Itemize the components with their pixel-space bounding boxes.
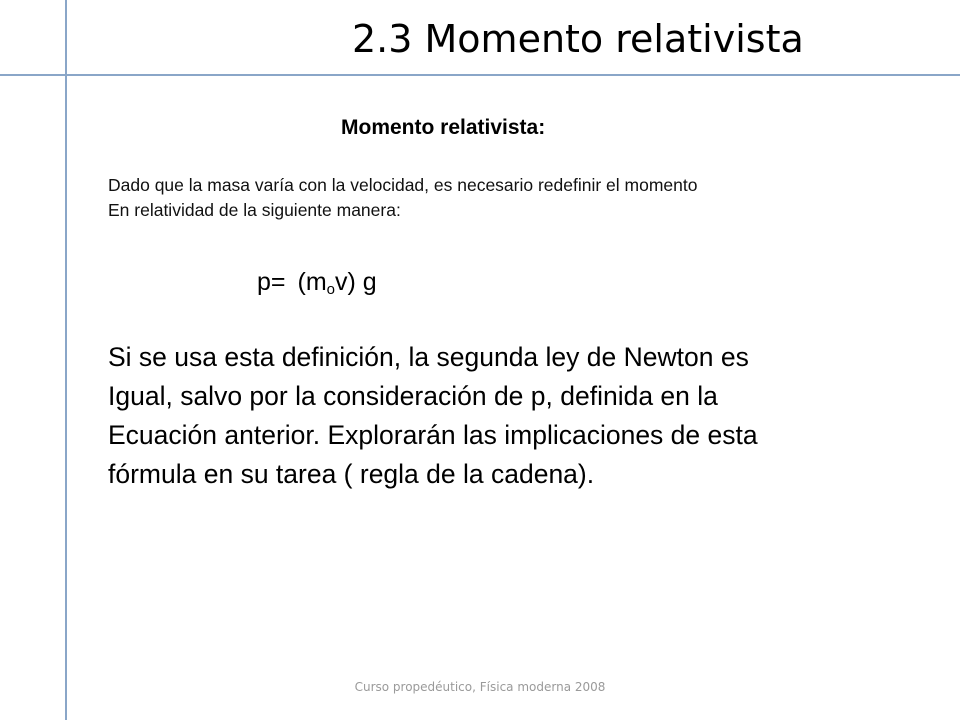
formula-lhs: p= <box>257 268 286 296</box>
horizontal-rule <box>0 74 960 76</box>
vertical-rule <box>65 0 67 720</box>
intro-line: Dado que la masa varía con la velocidad, es necesario redefinir el momento <box>108 175 698 195</box>
footer-text: Curso propedéutico, Física moderna 2008 <box>354 680 606 694</box>
formula-open: (m <box>297 268 327 296</box>
intro-line: En relatividad de la siguiente manera: <box>108 200 401 220</box>
body-line: Ecuación anterior. Explorarán las implicaciones de esta <box>108 420 758 450</box>
slide-title: 2.3 Momento relativista <box>352 17 804 61</box>
body-line: Si se usa esta definición, la segunda ley de Newton es <box>108 342 749 372</box>
section-subtitle: Momento relativista: <box>341 116 546 139</box>
formula-rest: v) g <box>335 268 377 296</box>
intro-paragraph <box>108 173 928 223</box>
body-line: Igual, salvo por la consideración de p, definida en la <box>108 381 718 411</box>
body-line: fórmula en su tarea ( regla de la cadena). <box>108 459 595 489</box>
momentum-formula <box>257 265 377 307</box>
body-paragraph <box>108 338 928 494</box>
footer <box>0 680 960 694</box>
formula-subscript: o <box>326 281 336 298</box>
